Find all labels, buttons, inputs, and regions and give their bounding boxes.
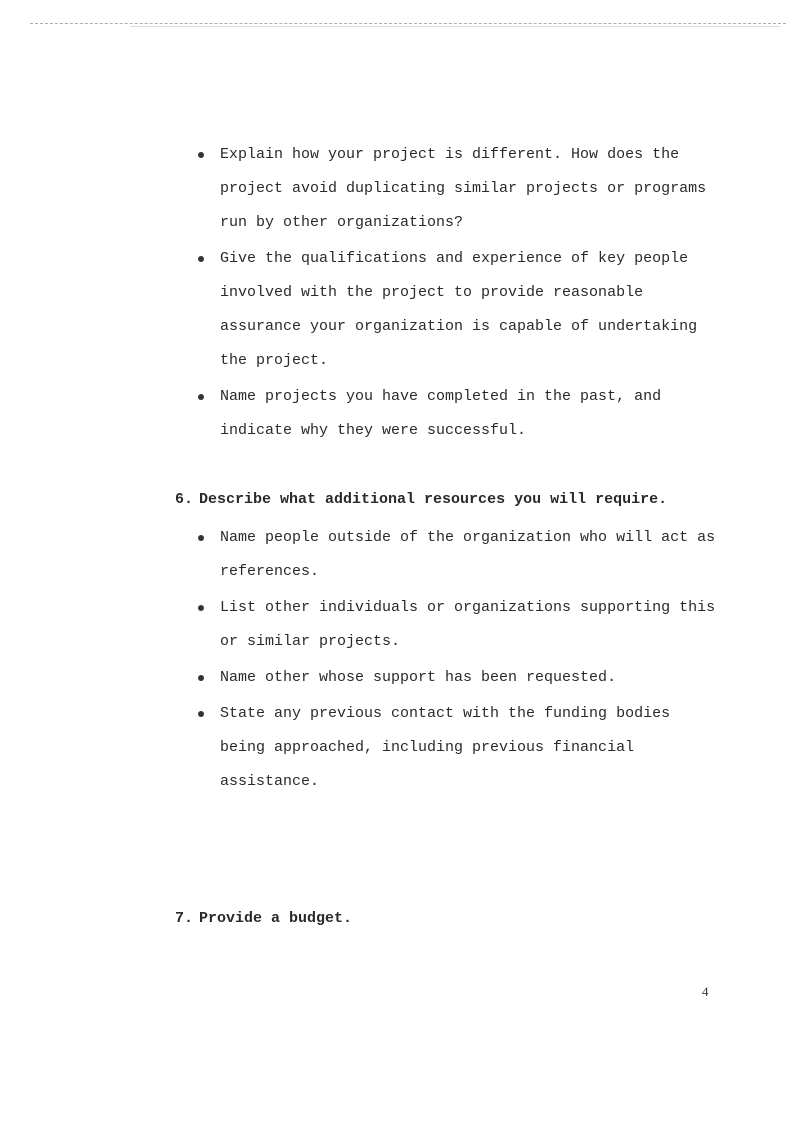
section-6-heading: [175, 483, 667, 517]
list-item: [198, 591, 718, 659]
list-item: [198, 242, 718, 378]
bullet-icon: [198, 675, 204, 681]
list-item: [198, 697, 718, 799]
section-7-heading: [175, 902, 352, 936]
bullet-text: Give the qualifications and experience of key people involved with the project to provide reasonable assurance your organization is capable of undertaking the project.: [220, 250, 698, 369]
section-number: 7.: [175, 910, 194, 927]
bullet-text: Name projects you have completed in the past, and indicate why they were successful.: [220, 388, 662, 439]
bullet-text: Name other whose support has been requested.: [220, 669, 617, 686]
section-title: Describe what additional resources you will require.: [199, 491, 668, 508]
list-item: [198, 661, 718, 695]
scan-top-rule: [30, 23, 786, 24]
section-6-bullet-list: [198, 521, 718, 799]
bullet-text: State any previous contact with the funding bodies being approached, including previous financial assistance.: [220, 705, 671, 790]
page-number: 4: [702, 984, 709, 999]
bullet-icon: [198, 711, 204, 717]
bullet-text: List other individuals or organizations supporting this or similar projects.: [220, 599, 716, 650]
list-item: [198, 138, 718, 240]
list-item: [198, 380, 718, 448]
list-item: [198, 521, 718, 589]
bullet-icon: [198, 605, 204, 611]
section-5-bullet-list: [198, 138, 718, 448]
bullet-text: Explain how your project is different. How does the project avoid duplicating similar projects or programs run by other organizations?: [220, 146, 707, 231]
bullet-icon: [198, 535, 204, 541]
section-number: 6.: [175, 491, 194, 508]
bullet-icon: [198, 256, 204, 262]
scan-top-rule-secondary: [130, 26, 780, 27]
bullet-icon: [198, 394, 204, 400]
bullet-icon: [198, 152, 204, 158]
bullet-text: Name people outside of the organization who will act as references.: [220, 529, 716, 580]
section-title: Provide a budget.: [199, 910, 353, 927]
